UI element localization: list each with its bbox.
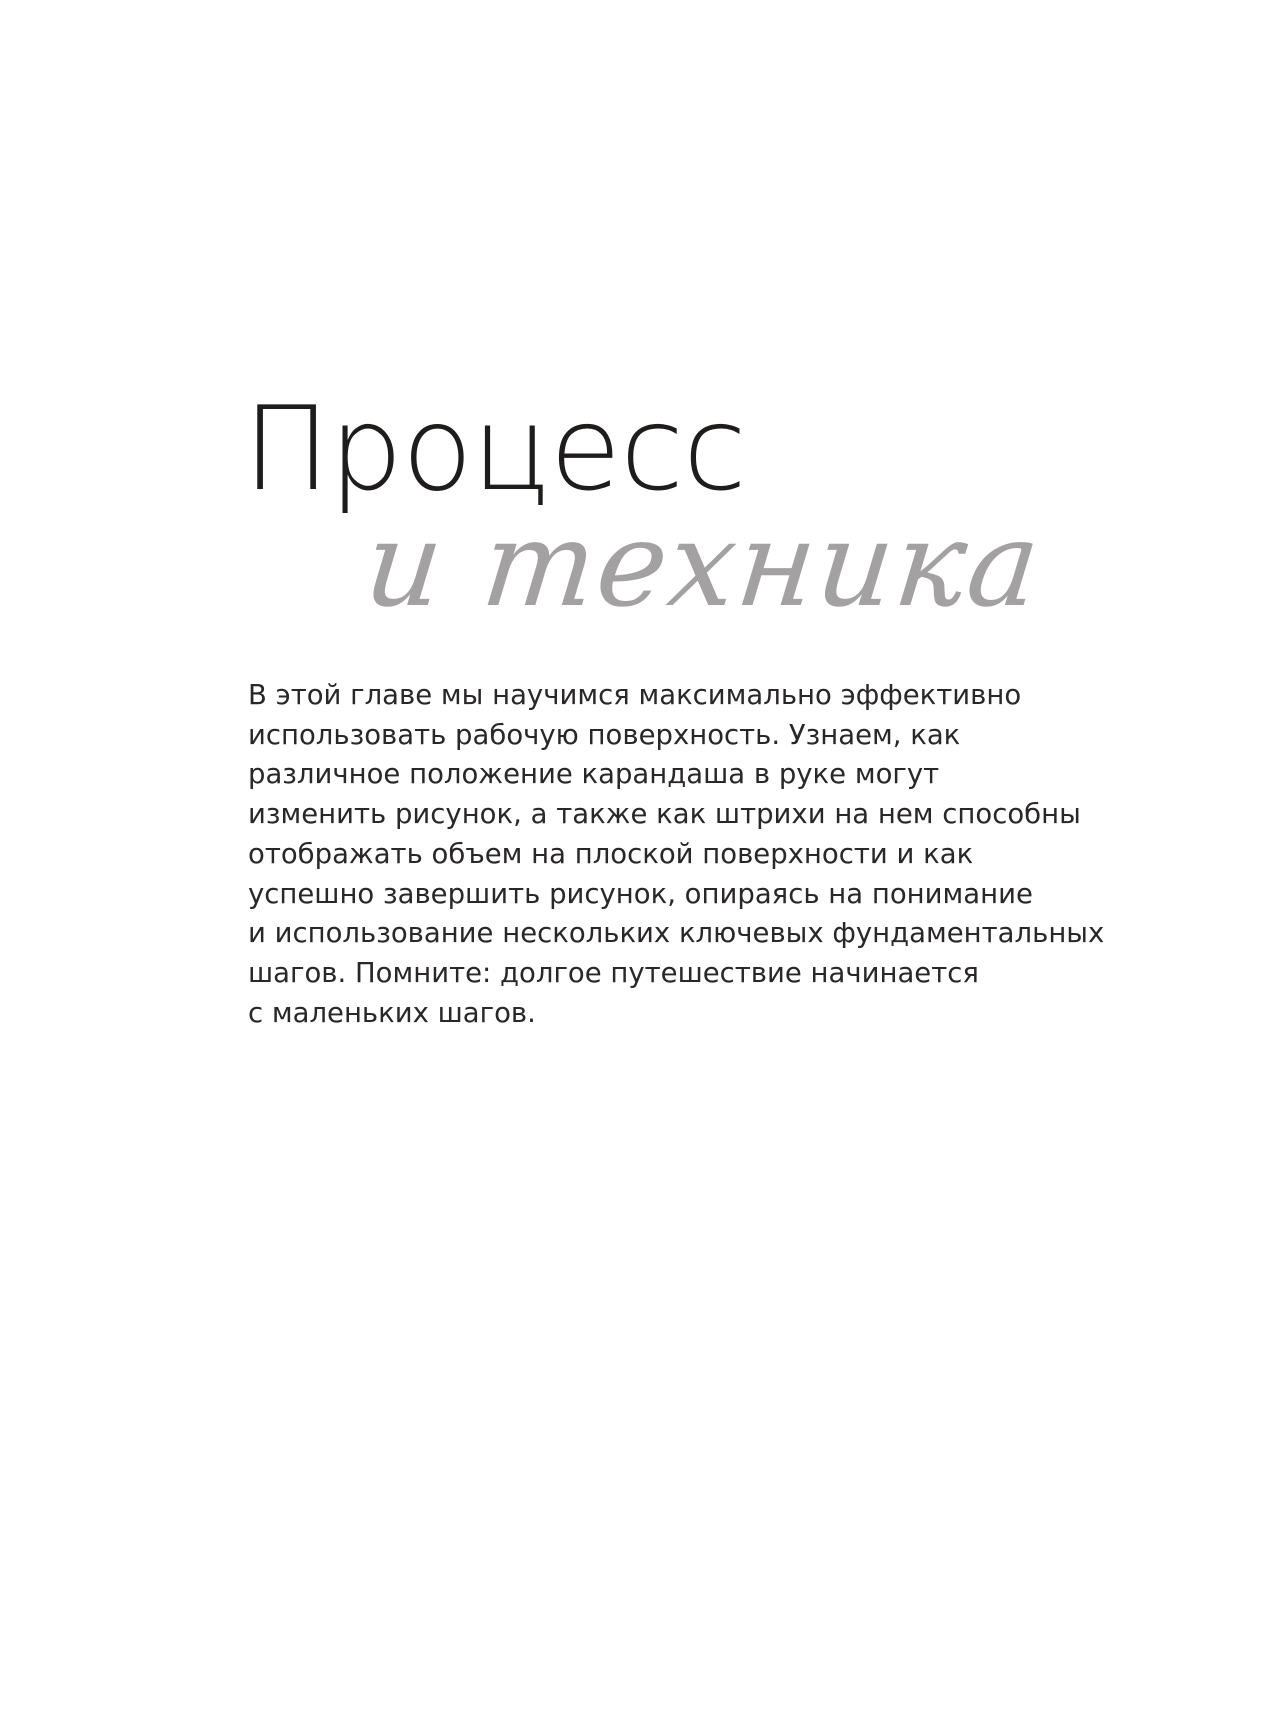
paragraph-line: изменить рисунок, а также как штрихи на нем способны (248, 798, 1081, 831)
paragraph-line: различное положение карандаша в руке могут (248, 758, 940, 791)
paragraph-line: В этой главе мы научимся максимально эффективно (248, 679, 1022, 711)
paragraph-line: шагов. Помните: долгое путешествие начинается (248, 956, 979, 989)
paragraph-line: отображать объем на плоской поверхности и как (248, 837, 974, 870)
paragraph-line: с маленьких шагов. (248, 996, 536, 1029)
chapter-title: Процесс (243, 382, 746, 517)
chapter-subtitle-script: и техника (358, 495, 1048, 633)
paragraph-line: успешно завершить рисунок, опираясь на понимание (248, 877, 1033, 910)
intro-paragraph (248, 676, 1148, 1033)
paragraph-line: использовать рабочую поверхность. Узнаем, как (248, 718, 961, 751)
paragraph-line: и использование нескольких ключевых фундаментальных (248, 917, 1105, 950)
